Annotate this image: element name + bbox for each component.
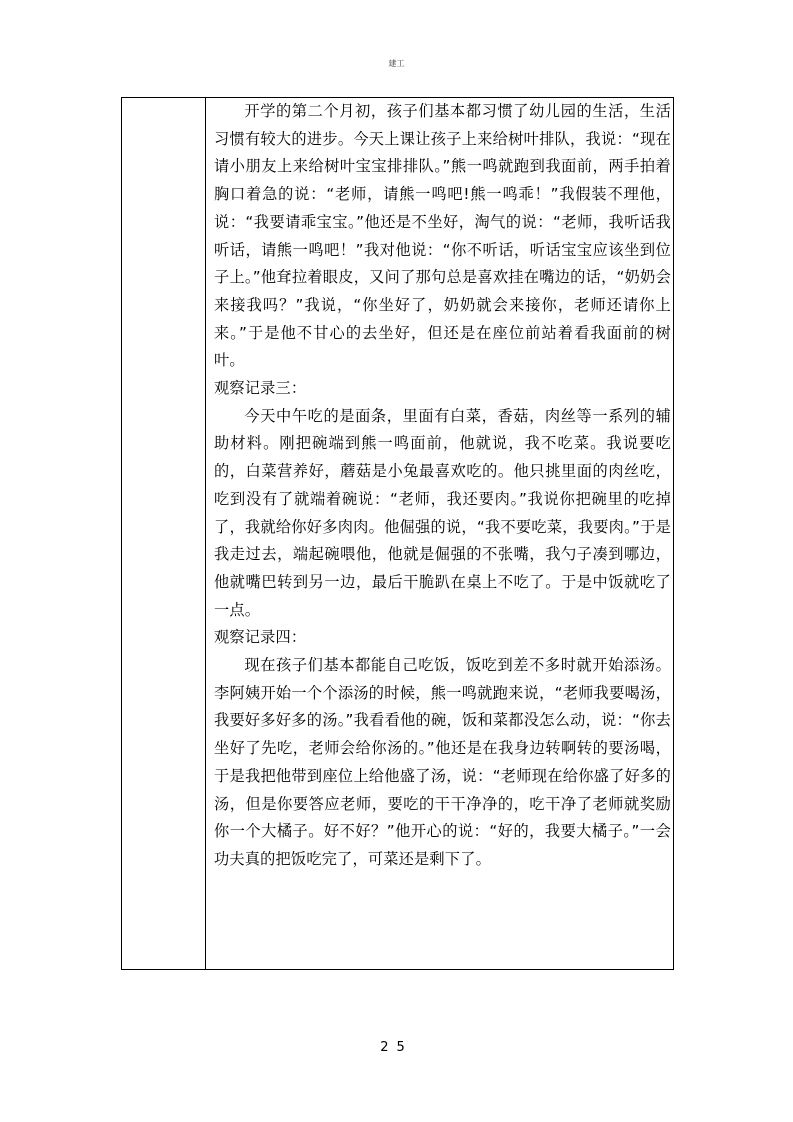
header-mark: 建工 xyxy=(388,59,405,68)
heading-record-4: 观察记录四： xyxy=(214,628,307,647)
table-content-cell xyxy=(206,98,673,969)
paragraph-record-4: 现在孩子们基本都能自己吃饭，饭吃到差不多时就开始添汤。李阿姨开始一个个添汤的时候，熊一鸣就跑来说，“老师我要喝汤，我要好多好多的汤。”我看看他的碗，饭和菜都没怎么动，说：“你去坐好了先吃，老师会给你汤的。”他还是在我身边转啊转的要汤喝，于是我把他带到座位上给他盛了汤，说：“老师现在给你盛了好多的汤，但是你要答应老师，要吃的干干净净的，吃干净了老师就奖励你一个大橘子。好不好？”他开心的说：“好的，我要大橘子。”一会功夫真的把饭吃完了，可菜还是剩下了。 xyxy=(214,656,671,868)
observation-table xyxy=(121,97,674,970)
table-left-cell xyxy=(122,98,206,969)
heading-record-3: 观察记录三： xyxy=(214,379,307,398)
paragraph-record-2-continued: 开学的第二个月初，孩子们基本都习惯了幼儿园的生活，生活习惯有较大的进步。今天上课让孩子上来给树叶排队，我说：“现在请小朋友上来给树叶宝宝排排队。”熊一鸣就跑到我面前，两手拍着胸口着急的说：“老师，请熊一鸣吧!熊一鸣乖！”我假装不理他，说：“我要请乖宝宝。”他还是不坐好，淘气的说：“老师，我听话我听话，请熊一鸣吧！”我对他说：“你不听话，听话宝宝应该坐到位子上。”他耷拉着眼皮，又问了那句总是喜欢挂在嘴边的话，“奶奶会来接我吗？”我说，“你坐好了，奶奶就会来接你，老师还请你上来。”于是他不甘心的去坐好，但还是在座位前站着看我面前的树叶。 xyxy=(214,102,671,370)
paragraph-record-3: 今天中午吃的是面条，里面有白菜，香菇，肉丝等一系列的辅助材料。刚把碗端到熊一鸣面前，他就说，我不吃菜。我说要吃的，白菜营养好，蘑菇是小兔最喜欢吃的。他只挑里面的肉丝吃，吃到没有了就端着碗说：“老师，我还要肉。”我说你把碗里的吃掉了，我就给你好多肉肉。他倔强的说，“我不要吃菜，我要肉。”于是我走过去，端起碗喂他，他就是倔强的不张嘴，我勺子凑到哪边，他就嘴巴转到另一边，最后干脆趴在桌上不吃了。于是中饭就吃了一点。 xyxy=(214,406,671,619)
page-number: 25 xyxy=(380,1040,413,1055)
